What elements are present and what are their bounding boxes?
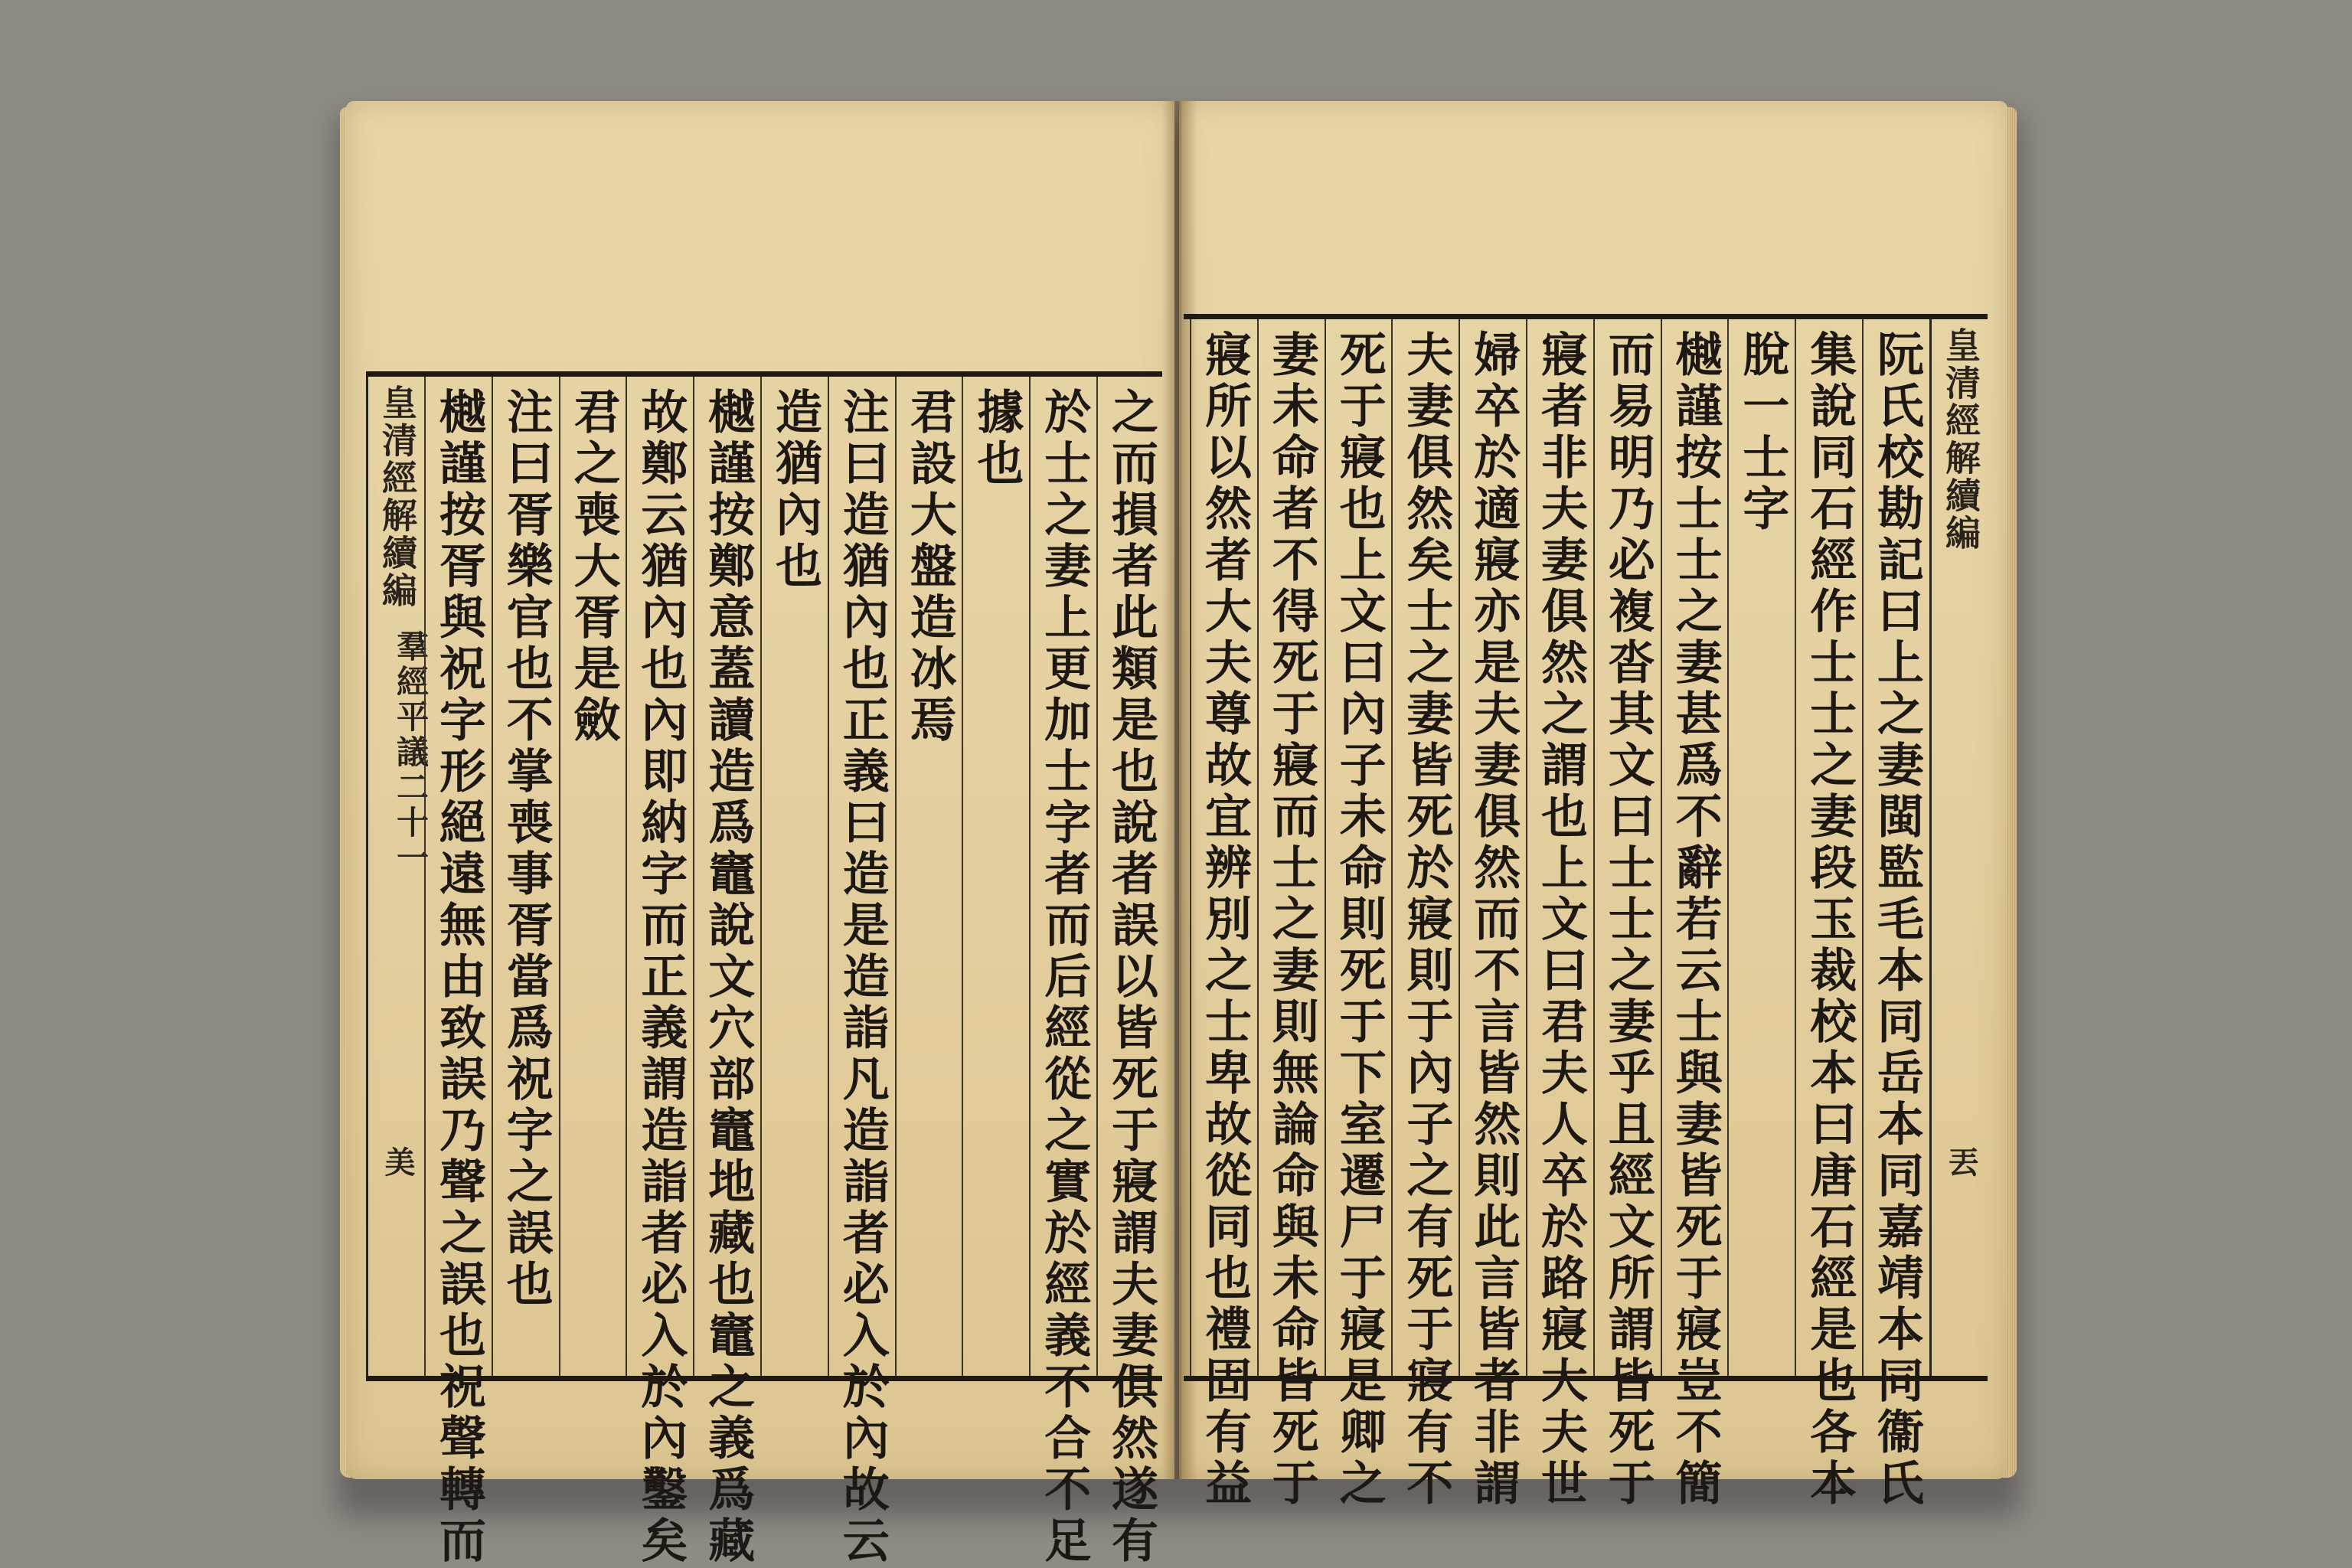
text-column — [1391, 319, 1459, 1510]
text-column — [693, 377, 760, 1567]
column-text: 寢者非夫妻俱然之謂也上文曰君夫人卒於路寢大夫世 — [1534, 330, 1588, 1510]
column-text: 脫一士字 — [1735, 330, 1790, 535]
text-column — [828, 377, 895, 1567]
right-margin-column — [1929, 319, 1990, 1376]
column-text: 注曰造猶內也正義曰造是造詣凡造詣者必入於內故云 — [835, 387, 890, 1567]
left-page-number: 美 — [380, 1146, 416, 1177]
column-text: 阮氏校勘記曰上之妻閩監毛本同岳本同嘉靖本同衞氏 — [1870, 330, 1924, 1510]
text-column — [626, 377, 693, 1567]
text-column — [1190, 319, 1257, 1510]
right-margin-title: 皇清經解續編 — [1940, 327, 1981, 552]
column-text: 死于寢也上文曰內子未命則死于下室遷尸于寢是卿之 — [1331, 330, 1387, 1510]
column-text: 寢所以然者大夫尊故宜辨別之士卑故從同也禮固有益 — [1197, 330, 1252, 1510]
text-column — [1593, 319, 1661, 1510]
column-text: 造猶內也 — [768, 387, 822, 593]
text-column — [492, 377, 559, 1376]
left-margin-title: 皇清經解續編 — [377, 384, 418, 609]
text-column — [1459, 319, 1526, 1510]
column-text: 注曰胥樂官也不掌喪事胥當爲祝字之誤也 — [498, 387, 554, 1311]
text-column — [1727, 319, 1795, 1376]
text-column — [1096, 377, 1164, 1567]
text-column — [1029, 377, 1096, 1567]
right-text-block — [1184, 314, 1988, 1510]
text-column — [1325, 319, 1392, 1510]
column-text: 婦卒於適寢亦是夫妻俱然而不言皆然則此言皆者非謂 — [1466, 330, 1521, 1510]
column-text: 妻未命者不得死于寢而士之妻則無論命與未命皆死于 — [1264, 330, 1319, 1510]
column-text: 於士之妻上更加士字者而后經從之實於經義不合不足 — [1037, 387, 1092, 1567]
text-column — [760, 377, 828, 1376]
left-text-block — [366, 371, 1162, 1567]
text-column — [1862, 319, 1929, 1510]
text-column — [559, 377, 626, 1376]
column-text: 樾謹按士士之妻甚爲不辭若云士與妻皆死于寢豈不簡 — [1668, 330, 1723, 1510]
column-text: 之而損者此類是也說者誤以皆死于寢謂夫妻俱然遂有 — [1104, 387, 1158, 1567]
column-text: 君之喪大胥是斂 — [566, 387, 621, 746]
left-margin-section: 羣經平議二十一 — [392, 629, 430, 876]
right-page-number: 丟 — [1943, 1146, 1979, 1177]
text-column — [424, 377, 492, 1567]
text-column — [1795, 319, 1862, 1510]
text-column — [1661, 319, 1728, 1510]
column-text: 據也 — [969, 387, 1024, 490]
column-text: 樾謹按胥與祝字形絕遠無由致誤乃聲之誤也祝聲轉而 — [432, 387, 486, 1567]
text-column — [895, 377, 962, 1376]
column-text: 集說同石經作士士之妻段玉裁校本曰唐石經是也各本 — [1802, 330, 1857, 1510]
text-column — [1526, 319, 1593, 1510]
text-column — [962, 377, 1029, 1376]
text-column — [1257, 319, 1325, 1510]
column-text: 而易明乃必複沓其文曰士士之妻乎且經文所謂皆死于 — [1600, 330, 1655, 1510]
column-text: 夫妻俱然矣士之妻皆死於寢則于內子之有死于寢有不 — [1399, 330, 1454, 1510]
column-text: 故鄭云猶內也內即納字而正義謂造詣者必入於內鑿矣 — [633, 387, 688, 1567]
column-text: 樾謹按鄭意蓋讀造爲竈說文穴部竈地藏也竈之義爲藏 — [701, 387, 756, 1567]
column-text: 君設大盤造冰焉 — [902, 387, 957, 746]
